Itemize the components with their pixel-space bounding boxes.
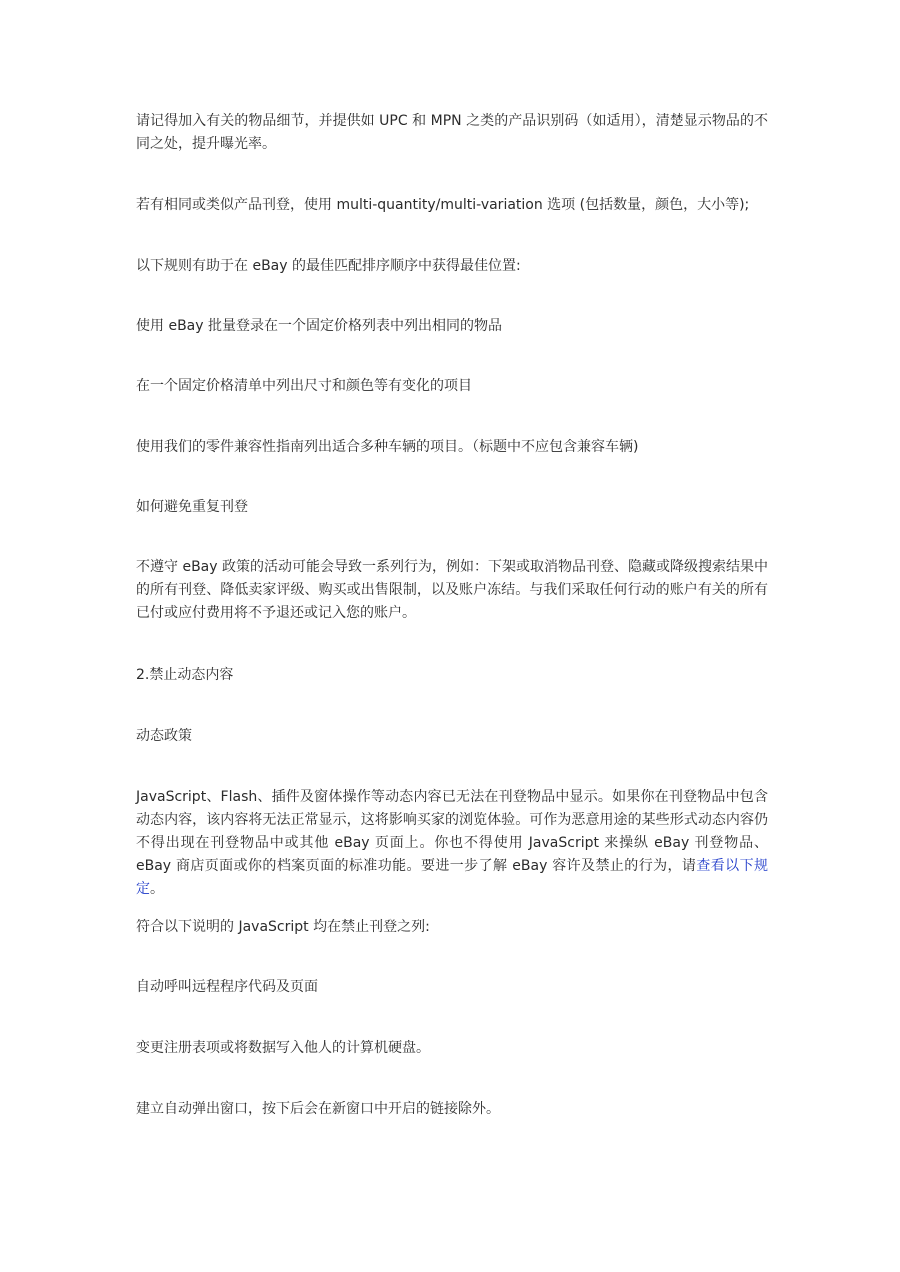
heading-prohibited-dynamic-content: 2.禁止动态内容 [136,667,234,683]
paragraph-parts-compatibility: 使用我们的零件兼容性指南列出适合多种车辆的项目。（标题中不应包含兼容车辆) [136,439,639,455]
paragraph-dynamic-content-end: 。 [150,881,164,897]
paragraph-dynamic-content-rules [136,786,768,901]
heading-avoid-duplicate-listings: 如何避免重复刊登 [136,499,248,515]
paragraph-fixed-price-variations: 在一个固定价格清单中列出尺寸和颜色等有变化的项目 [136,378,472,394]
heading-dynamic-policy: 动态政策 [136,728,192,744]
list-item-popup-windows: 建立自动弹出窗口，按下后会在新窗口中开启的链接除外。 [136,1101,500,1117]
list-item-registry-changes: 变更注册表项或将数据写入他人的计算机硬盘。 [136,1040,430,1056]
paragraph-bulk-listing: 使用 eBay 批量登录在一个固定价格列表中列出相同的物品 [136,318,502,334]
list-item-remote-code: 自动呼叫远程程序代码及页面 [136,979,318,995]
view-rules-link[interactable]: 查看以下规定 [136,858,769,897]
paragraph-product-details: 请记得加入有关的物品细节，并提供如 UPC 和 MPN 之类的产品识别码（如适用），清楚显示物品的不同之处，提升曝光率。 [136,113,768,152]
document-body [136,0,768,1272]
paragraph-best-match-rules: 以下规则有助于在 eBay 的最佳匹配排序顺序中获得最佳位置: [136,258,521,274]
paragraph-multi-variation: 若有相同或类似产品刊登，使用 multi-quantity/multi-variation 选项 (包括数量，颜色，大小等); [136,197,750,213]
paragraph-javascript-prohibited: 符合以下说明的 JavaScript 均在禁止刊登之列: [136,919,430,935]
paragraph-dynamic-content-text: JavaScript、Flash、插件及窗体操作等动态内容已无法在刊登物品中显示。如果你在刊登物品中包含动态内容，该内容将无法正常显示，这将影响买家的浏览体验。可作为恶意用途的某些形式动态内容仍不得出现在刊登物品中或其他 eBay 页面上。你也不得使用 JavaScript 来操纵 eBay 刊登物品、eBay 商店页面或你的档案页面的标准功能。要进一步了解 eBay 容许及禁止的行为，请 [136,789,768,874]
paragraph-policy-consequences: 不遵守 eBay 政策的活动可能会导致一系列行为，例如：下架或取消物品刊登、隐藏或降级搜索结果中的所有刊登、降低卖家评级、购买或出售限制，以及账户冻结。与我们采取任何行动的账户有关的所有已付或应付费用将不予退还或记入您的账户。 [136,559,768,621]
